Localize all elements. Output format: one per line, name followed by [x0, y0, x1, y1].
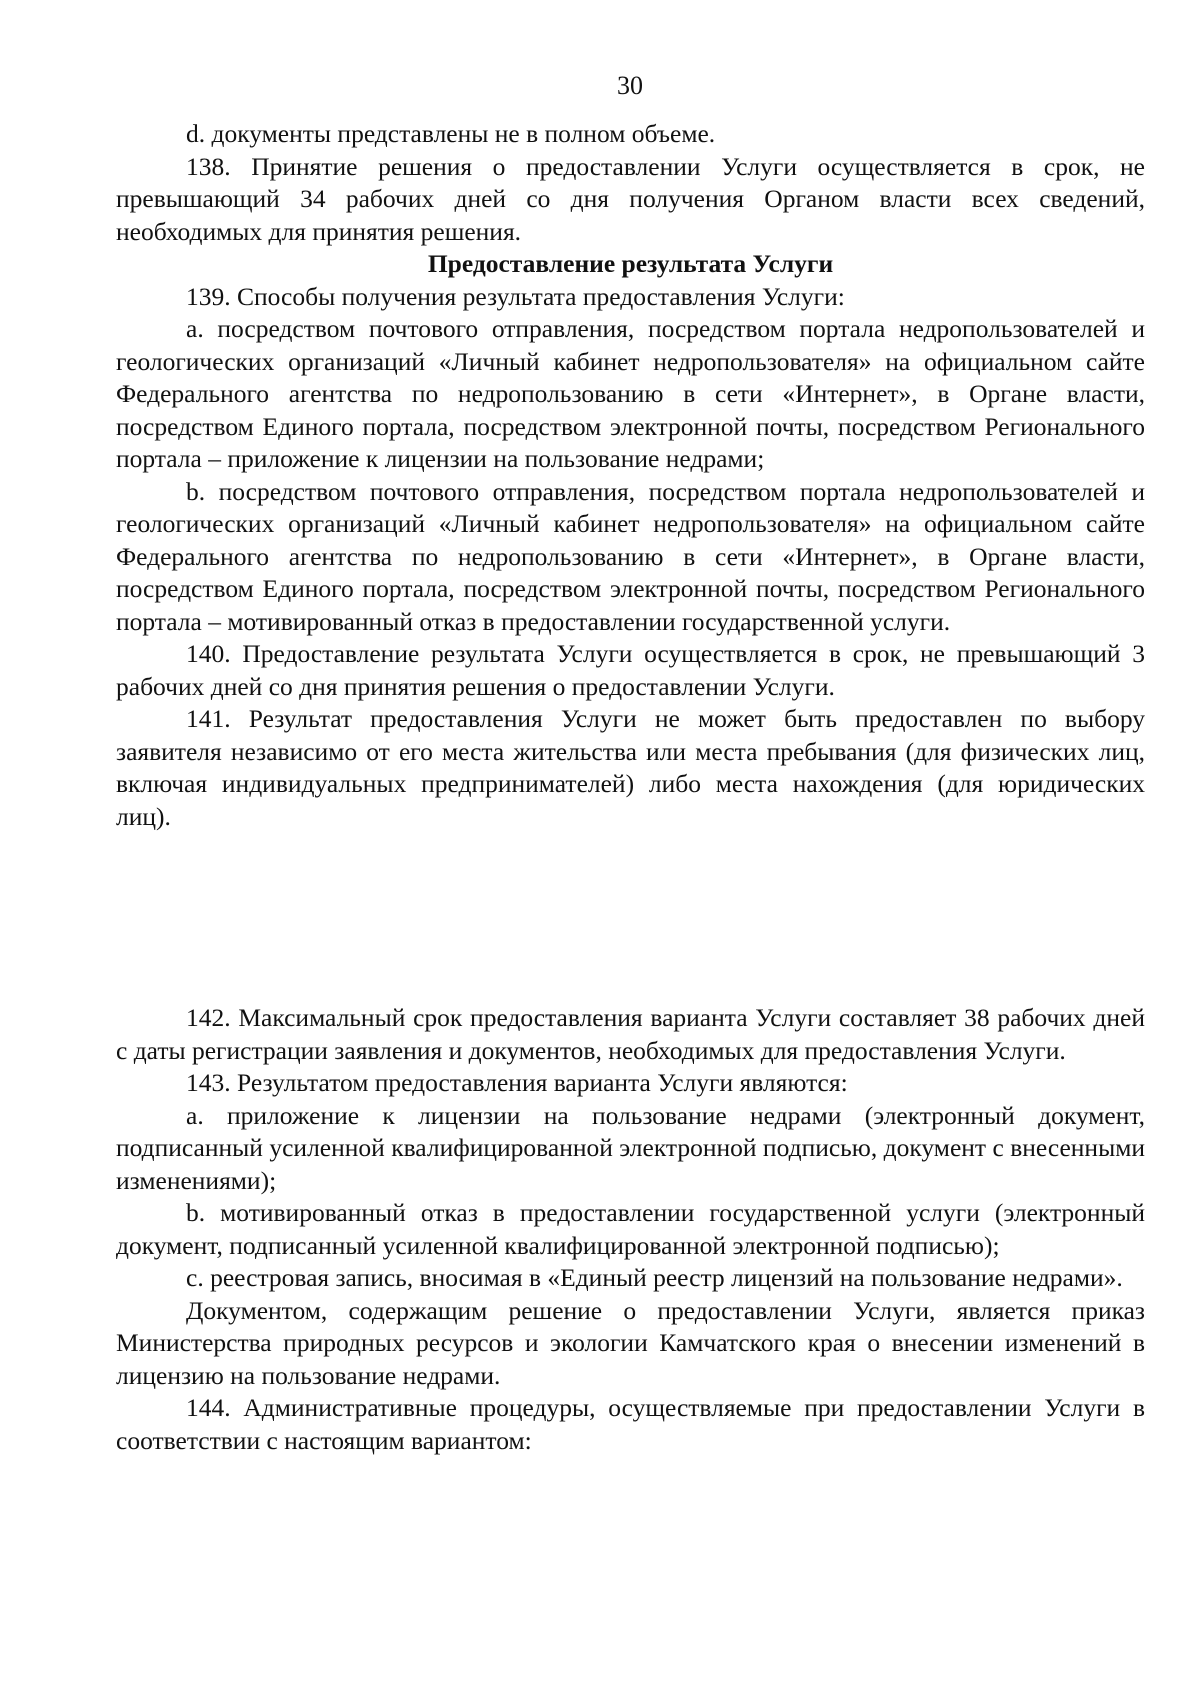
paragraph-143: 143. Результатом предоставления варианта Услуги являются: — [186, 1068, 848, 1097]
section-two — [116, 1002, 1145, 1457]
item-d: d. документы представлены не в полном объеме. — [186, 119, 716, 148]
paragraph-139-a: a. посредством почтового отправления, посредством портала недропользователей и геологических организаций «Личный кабинет недропользователя» на официальном сайте Федерального агентства по недропользованию в сети «Интернет», в Органе власти, посредством Единого портала, посредством электронной почты, посредством Регионального портала – приложение к лицензии на пользование недрами; — [116, 314, 1145, 473]
paragraph-140: 140. Предоставление результата Услуги осуществляется в срок, не превышающий 3 рабочих дней со дня принятия решения о предоставлении Услуги. — [116, 639, 1145, 701]
paragraph-139-b: b. посредством почтового отправления, посредством портала недропользователей и геологических организаций «Личный кабинет недропользователя» на официальном сайте Федерального агентства по недропользованию в сети «Интернет», в Органе власти, посредством Единого портала, посредством электронной почты, посредством Регионального портала – мотивированный отказ в предоставлении государственной услуги. — [116, 476, 1145, 636]
paragraph-143-c: c. реестровая запись, вносимая в «Единый реестр лицензий на пользование недрами». — [186, 1263, 1123, 1292]
paragraph-143-b: b. мотивированный отказ в предоставлении государственной услуги (электронный документ, подписанный усиленной квалифицированной электронной подписью); — [116, 1198, 1145, 1260]
paragraph-139: 139. Способы получения результата предоставления Услуги: — [186, 281, 845, 311]
section-heading: Предоставление результата Услуги — [427, 249, 834, 278]
section-one — [116, 118, 1145, 833]
paragraph-144: 144. Административные процедуры, осуществляемые при предоставлении Услуги в соответствии с настоящим вариантом: — [116, 1393, 1145, 1455]
paragraph-141: 141. Результат предоставления Услуги не может быть предоставлен по выбору заявителя независимо от его места жительства или места пребывания (для физических лиц, включая индивидуальных предпринимателей) либо места нахождения (для юридических лиц). — [116, 704, 1145, 831]
page-number: 30 — [617, 71, 643, 100]
paragraph-decision-document: Документом, содержащим решение о предоставлении Услуги, является приказ Министерства природных ресурсов и экологии Камчатского края о внесении изменений в лицензию на пользование недрами. — [116, 1295, 1145, 1390]
paragraph-138: 138. Принятие решения о предоставлении Услуги осуществляется в срок, не превышающий 34 рабочих дней со дня получения Органом власти всех сведений, необходимых для принятия решения. — [116, 151, 1145, 246]
paragraph-143-a: a. приложение к лицензии на пользование недрами (электронный документ, подписанный усиленной квалифицированной электронной подписью, документ с внесенными изменениями); — [116, 1100, 1145, 1195]
paragraph-142: 142. Максимальный срок предоставления варианта Услуги составляет 38 рабочих дней с даты регистрации заявления и документов, необходимых для предоставления Услуги. — [116, 1003, 1145, 1065]
